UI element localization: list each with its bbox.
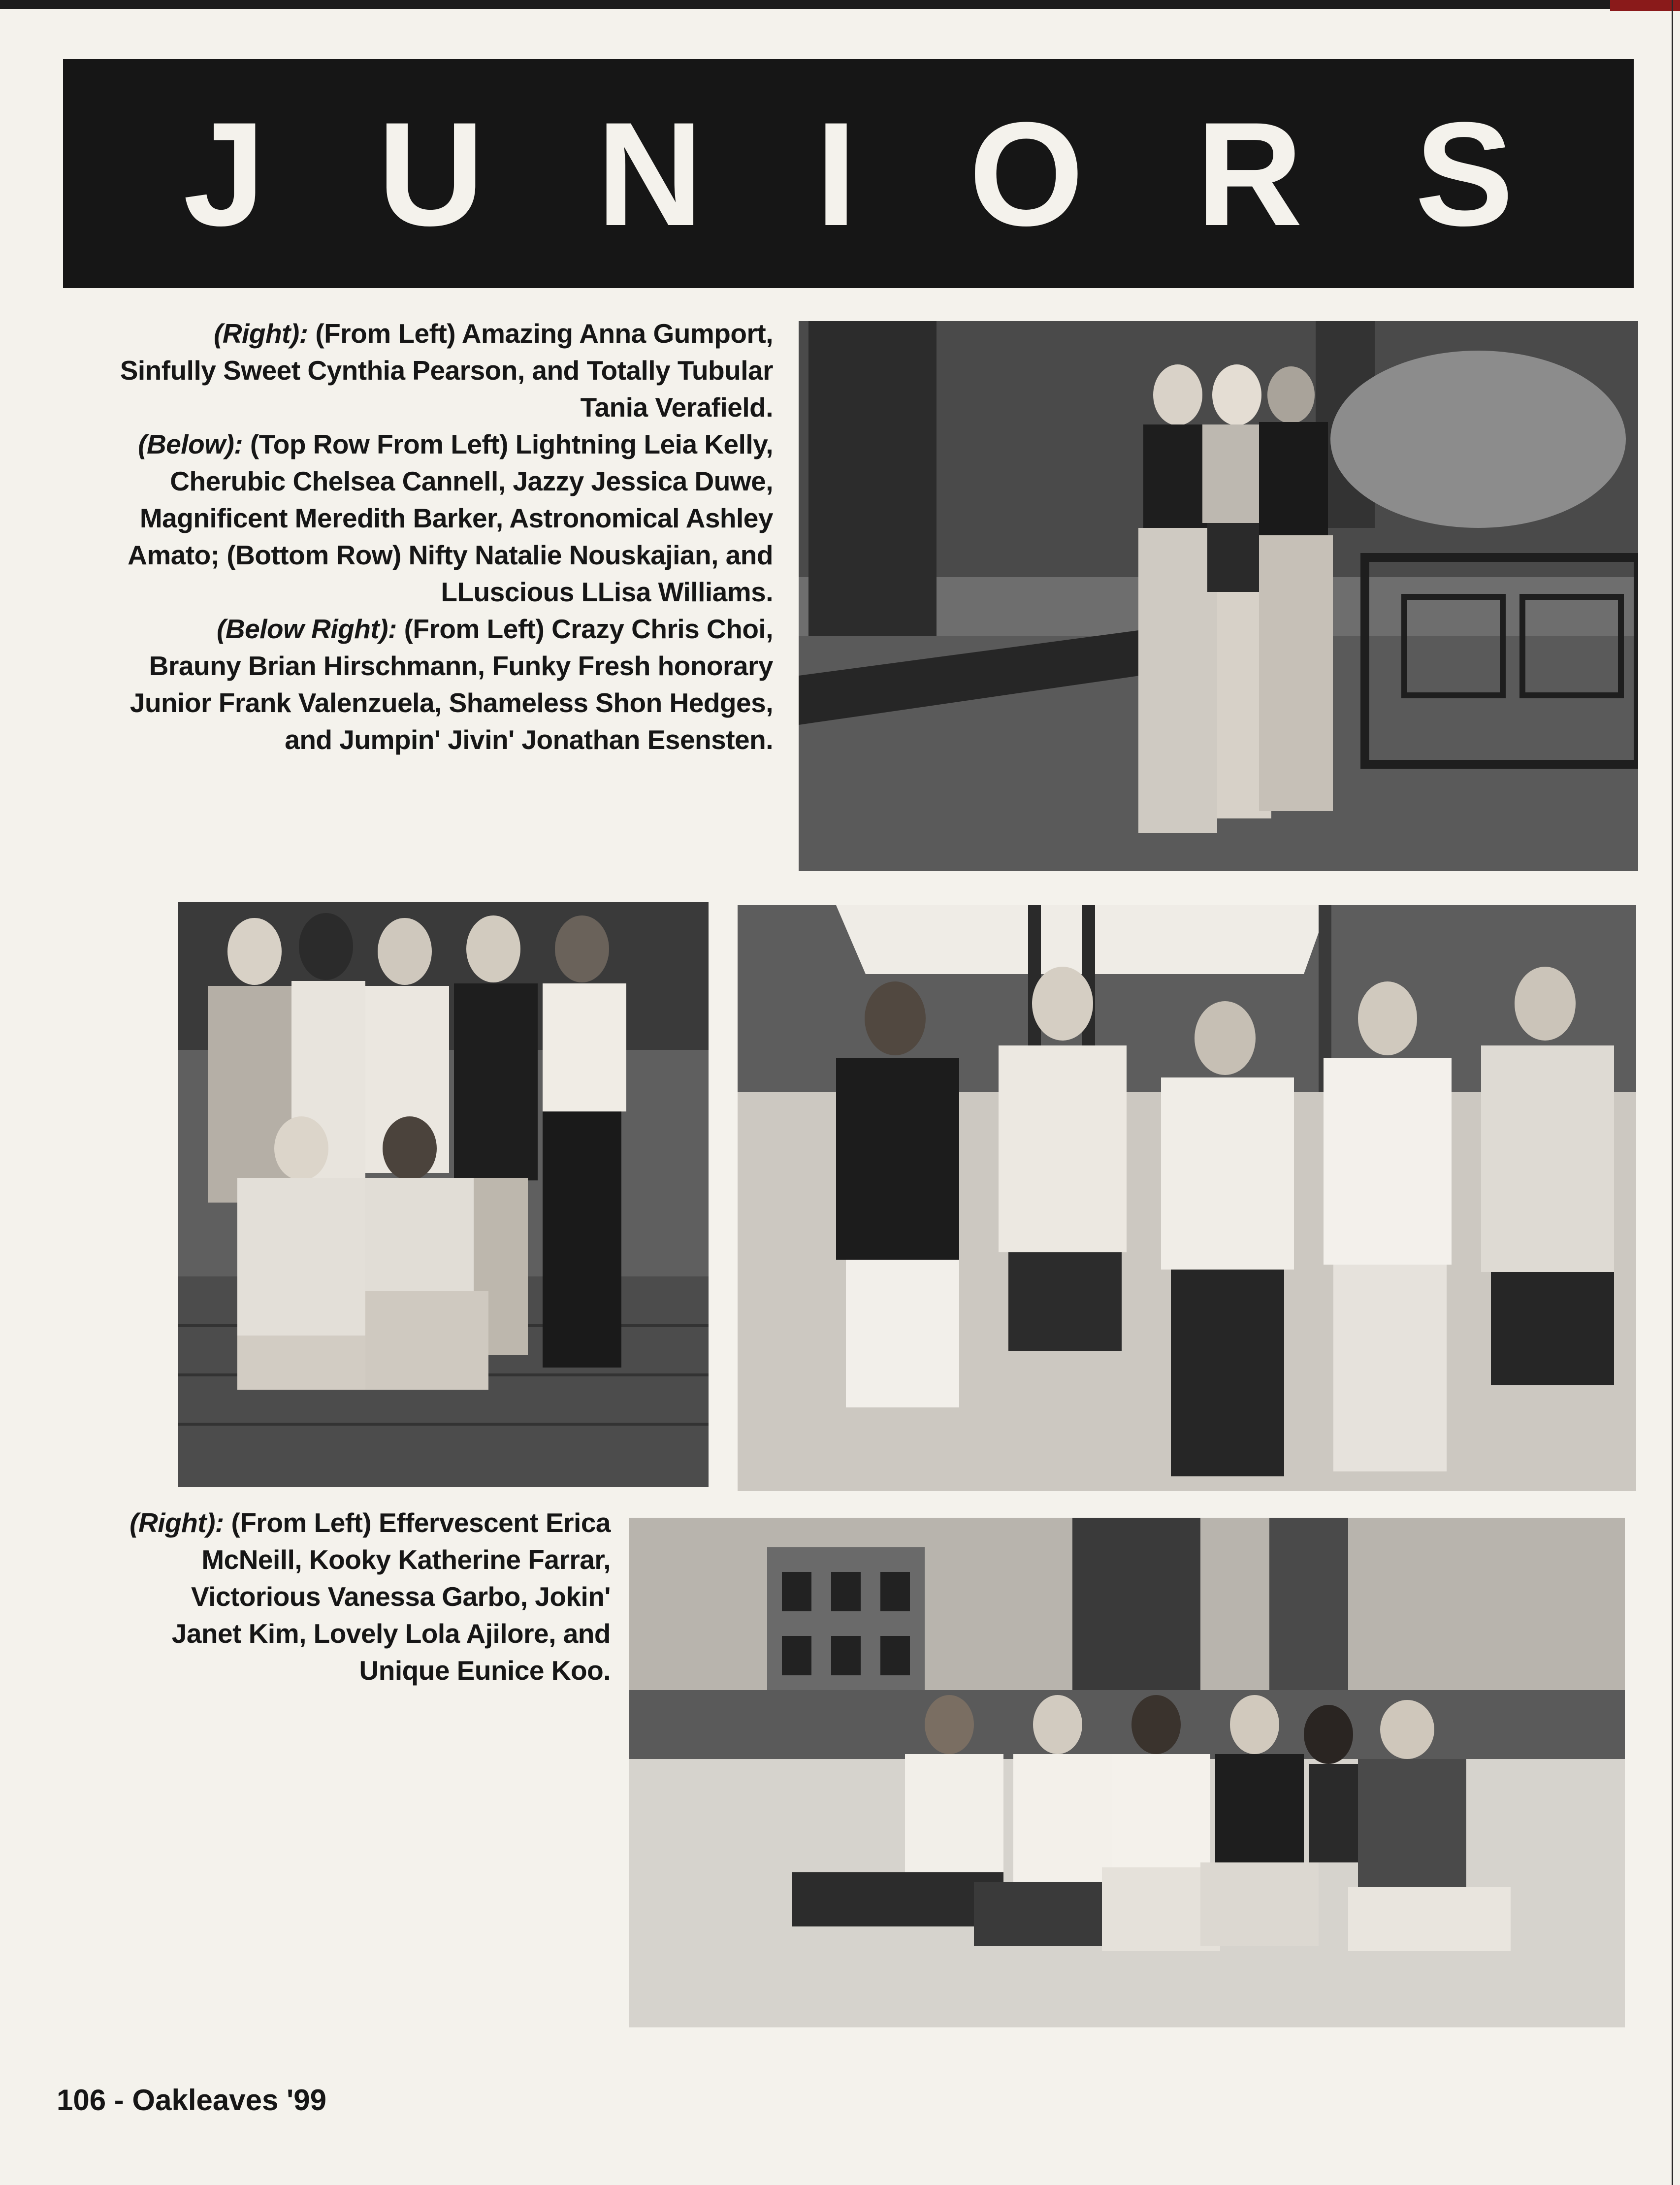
photo-boys-group xyxy=(738,905,1636,1491)
caption-label: (Below Right): xyxy=(217,614,397,644)
banner-letter: S xyxy=(1415,91,1514,257)
caption-text: (From Left) Crazy Chris Choi, Brauny Brian Hirschmann, Funky Fresh honorary Junior Frank Valenzuela, Shameless Shon Hedges, and Jumpin' Jivin' Jonathan Esensten. xyxy=(129,614,773,755)
caption-label: (Right): xyxy=(214,318,308,349)
photo-three-girls-by-railing xyxy=(799,321,1638,871)
caption-label: (Right): xyxy=(129,1507,224,1538)
caption-right-bottom xyxy=(118,1504,611,1689)
banner-letter: U xyxy=(377,91,485,257)
section-title-banner xyxy=(63,59,1634,288)
banner-letter: O xyxy=(969,91,1084,257)
top-photo-captions xyxy=(118,315,773,758)
caption-label: (Below): xyxy=(138,429,243,459)
caption-below xyxy=(118,426,773,611)
caption-right xyxy=(118,315,773,426)
banner-letter: I xyxy=(815,91,857,257)
page-edge-line xyxy=(1672,0,1673,2185)
caption-text: (From Left) Amazing Anna Gumport, Sinfully Sweet Cynthia Pearson, and Totally Tubular Tania Verafield. xyxy=(120,318,773,423)
caption-below-right xyxy=(118,611,773,758)
caption-text: (From Left) Effervescent Erica McNeill, Kooky Katherine Farrar, Victorious Vanessa Garbo, Jokin' Janet Kim, Lovely Lola Ajilore, and Unique Eunice Koo. xyxy=(171,1507,611,1686)
banner-letter: J xyxy=(183,91,265,257)
banner-letter: R xyxy=(1196,91,1303,257)
photo-girls-group xyxy=(178,902,709,1487)
page-top-edge xyxy=(0,0,1680,9)
bottom-photo-caption xyxy=(118,1504,611,1689)
photo-group-under-tree xyxy=(629,1518,1625,2027)
page-top-edge-accent xyxy=(1610,0,1680,11)
caption-text: (Top Row From Left) Lightning Leia Kelly, Cherubic Chelsea Cannell, Jazzy Jessica Duwe, Magnificent Meredith Barker, Astronomical Ashley Amato; (Bottom Row) Nifty Natalie Nouskajian, and LLuscious LLisa Williams. xyxy=(128,429,773,607)
page-footer: 106 - Oakleaves '99 xyxy=(57,2084,327,2117)
banner-letter: N xyxy=(596,91,704,257)
